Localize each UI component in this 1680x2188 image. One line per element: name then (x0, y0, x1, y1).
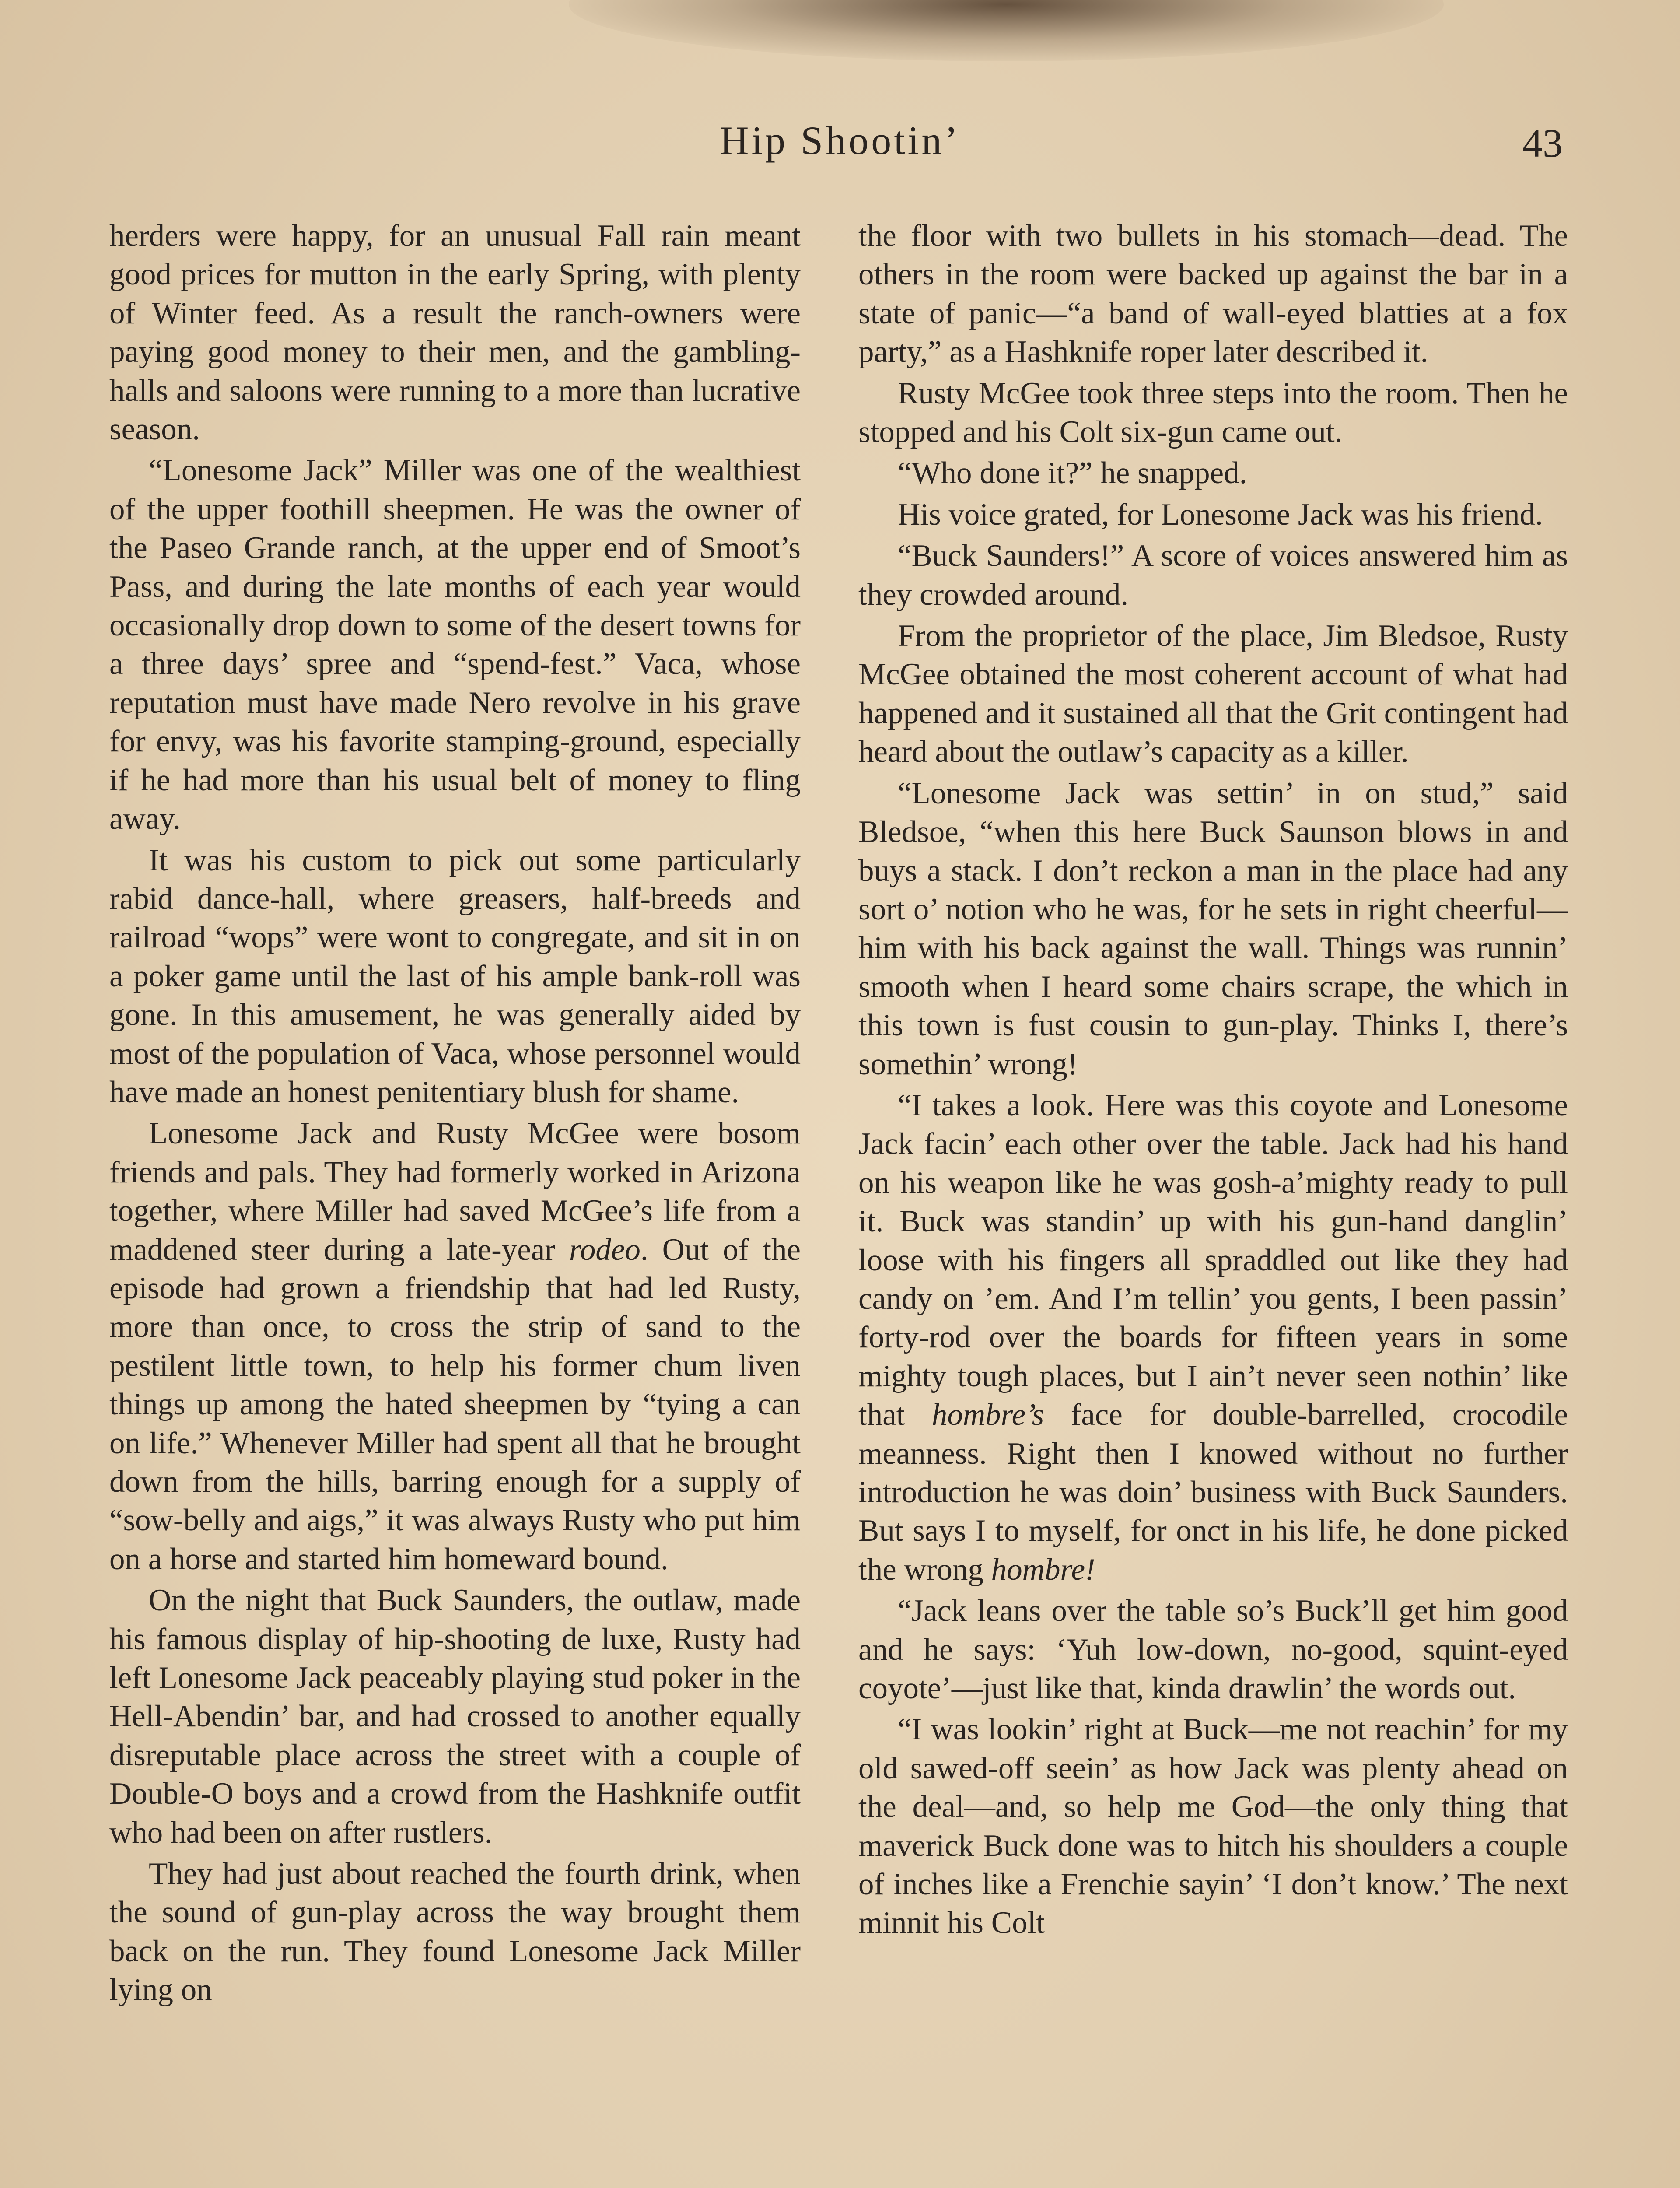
page-shadow (569, 0, 1444, 61)
text-run: “I takes a look. Here was this coyote and Lonesome Jack facin’ each other over the table. Jack had his hand on his weapon like he was gosh-a’mighty ready to pull it. Buck was standin’ up with his gun-hand danglin’ loose with his fingers all spraddled out like they had candy on ’em. And I’m tellin’ you gents, I been passin’ forty-rod over the boards for fifteen years in some mighty tough places, but I ain’t never seen nothin’ like that (858, 1088, 1568, 1432)
text-run: . Out of the episode had grown a friendship that had led Rusty, more than once, to cross the strip of sand to the pestilent little town, to help his former chum liven things up among the hated sheepmen by “tying a can on life.” Whenever Miller had spent all that he brought down from the hills, barring enough for a supply of “sow-belly and aigs,” it was always Rusty who put him on a horse and started him homeward bound. (109, 1232, 801, 1576)
page-header (0, 117, 1680, 170)
paragraph: They had just about reached the fourth drink, when the sound of gun-play across the way brought them back on the run. They found Lonesome Jack Miller lying on (109, 1857, 801, 2007)
page-number: 43 (1522, 121, 1563, 165)
paragraph (858, 1086, 1568, 1589)
paragraph: Rusty McGee took three steps into the room. Then he stopped and his Colt six-gun came out. (858, 376, 1568, 449)
italic-word: hombre’s (931, 1398, 1044, 1432)
paragraph: “Lonesome Jack” Miller was one of the wealthiest of the upper foothill sheepmen. He was the owner of the Paseo Grande ranch, at the upper end of Smoot’s Pass, and during the late months of each year would occasionally drop down to some of the desert towns for a three days’ spree and “spend-fest.” Vaca, whose reputation must have made Nero revolve in his grave for envy, was his favorite stamping-ground, especially if he had more than his usual belt of money to fling away. (109, 453, 801, 836)
paragraph: “Jack leans over the table so’s Buck’ll get him good and he says: ‘Yuh low-down, no-good, squint-eyed coyote’—just like that, kinda drawlin’ the words out. (858, 1594, 1568, 1706)
paragraph: “Buck Saunders!” A score of voices answered him as they crowded around. (858, 539, 1568, 612)
paragraph: On the night that Buck Saunders, the outlaw, made his famous display of hip-shooting de luxe, Rusty had left Lonesome Jack peaceably playing stud poker in the Hell-Abendin’ bar, and had crossed to another equally disreputable place across the street with a couple of Double-O boys and a crowd from the Hashknife outfit who had been on after rustlers. (109, 1583, 801, 1850)
paragraph: herders were happy, for an unusual Fall rain meant good prices for mutton in the early Spring, with plenty of Winter feed. As a result the ranch-owners were paying good money to their men, and the gambling-halls and saloons were running to a more than lucrative season. (109, 219, 801, 447)
paragraph: “Who done it?” he snapped. (898, 456, 1247, 491)
paragraph (109, 1114, 801, 1578)
paragraph: It was his custom to pick out some particularly rabid dance-hall, where greasers, half-breeds and railroad “wops” were wont to congregate, and sit in on a poker game until the last of his ample bank-roll was gone. In this amusement, he was generally aided by most of the population of Vaca, whose personnel would have made an honest penitentiary blush for shame. (109, 843, 801, 1109)
paragraph: From the proprietor of the place, Jim Bledsoe, Rusty McGee obtained the most coherent account of what had happened and it sustained all that the Grit contingent had heard about the outlaw’s capacity as a killer. (858, 619, 1568, 769)
right-column (858, 217, 1568, 1945)
left-column (109, 217, 801, 2012)
paragraph: “Lonesome Jack was settin’ in on stud,” said Bledsoe, “when this here Buck Saunson blows in and buys a stack. I don’t reckon a man in the place had any sort o’ notion who he was, for he sets in right cheerful—him with his back against the wall. Things was runnin’ smooth when I heard some chairs scrape, the which in this town is fust cousin to gun-play. Thinks I, there’s somethin’ wrong! (858, 776, 1568, 1081)
paragraph: His voice grated, for Lonesome Jack was his friend. (898, 497, 1543, 532)
text-run: Lonesome Jack and Rusty McGee were bosom friends and pals. They had formerly worked in Arizona together, where Miller had saved McGee’s life from a maddened steer during a late-year (109, 1116, 801, 1267)
text-run: face for double-barrelled, crocodile meanness. Right then I knowed without no further introduction he was doin’ business with Buck Saunders. But says I to myself, for onct in his life, he done picked the wrong (858, 1398, 1568, 1587)
italic-word: hombre! (991, 1552, 1096, 1587)
paragraph: the floor with two bullets in his stomach—dead. The others in the room were backed up against the bar in a state of panic—“a band of wall-eyed blatties at a fox party,” as a Hashknife roper later described it. (858, 219, 1568, 369)
italic-word: rodeo (569, 1232, 640, 1267)
running-head: Hip Shootin’ (720, 118, 960, 163)
paragraph: “I was lookin’ right at Buck—me not reachin’ for my old sawed-off seein’ as how Jack was plenty ahead on the deal—and, so help me God—the only thing that maverick Buck done was to hitch his shoulders a couple of inches like a Frenchie sayin’ ‘I don’t know.’ The next minnit his Colt (858, 1712, 1568, 1940)
